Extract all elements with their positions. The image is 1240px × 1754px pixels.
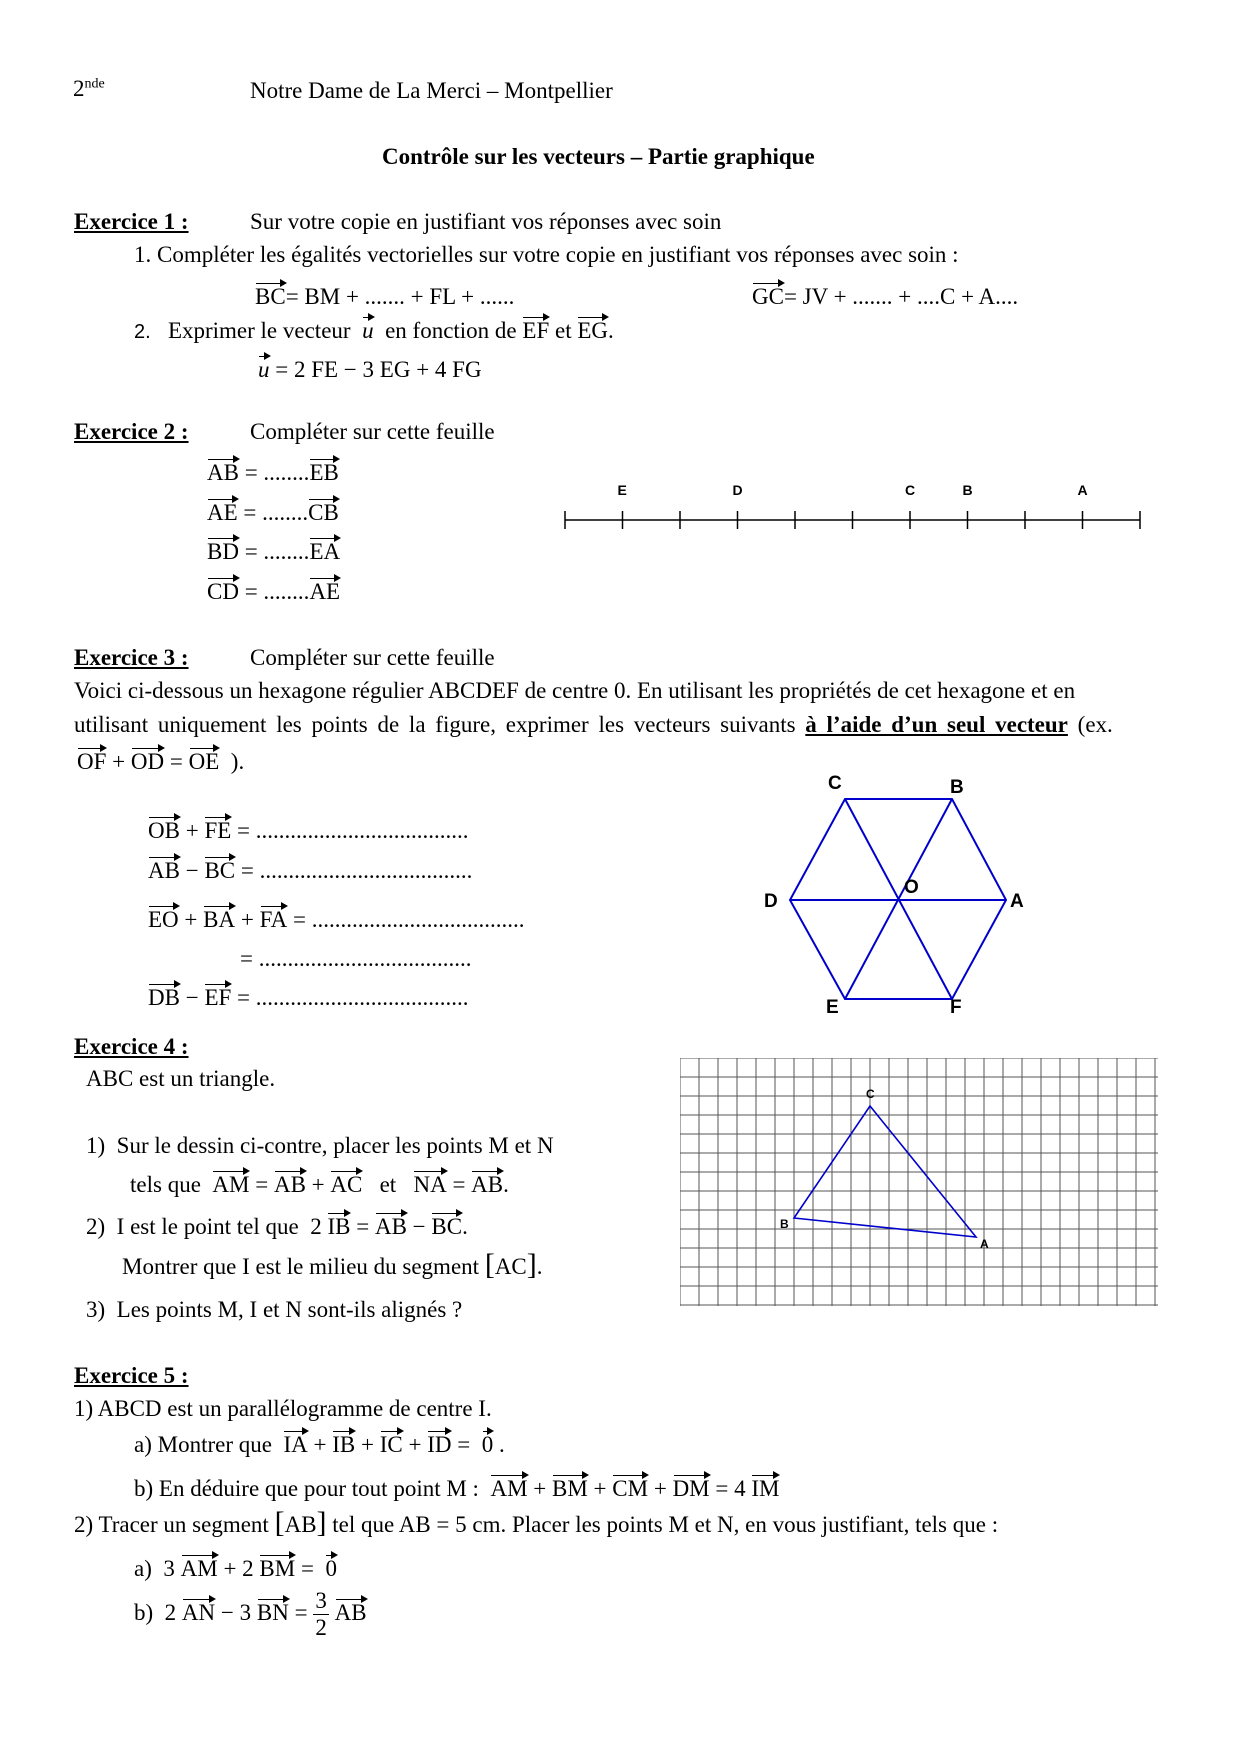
ex5-p1: 1) ABCD est un parallélogramme de centre I. bbox=[74, 1396, 492, 1421]
hex-label-a: A bbox=[1010, 891, 1024, 912]
ex3-text-1: Voici ci-dessous un hexagone régulier ABCDEF de centre 0. En utilisant les propriétés de cet hexagone et en bbox=[74, 678, 1076, 703]
hex-label-d: D bbox=[764, 891, 778, 912]
triangle-label-c: C bbox=[866, 1087, 875, 1101]
hex-label-c: C bbox=[828, 775, 842, 794]
ex2-row-4: CD = ........AE bbox=[207, 579, 341, 604]
ex1-q2: 2. Exprimer le vecteur u en fonction de EF et EG. bbox=[134, 318, 614, 343]
ex1-title: Exercice 1 : bbox=[74, 209, 189, 234]
ex2-row-3: BD = ........EA bbox=[207, 539, 341, 564]
ex3-expr-3: EO + BA + FA = ..................................... bbox=[148, 907, 525, 932]
triangle-label-b: B bbox=[780, 1217, 789, 1231]
number-line-label-d: D bbox=[732, 482, 743, 498]
ex5-qa: a) 3 AM + 2 BM = 0 bbox=[134, 1556, 337, 1581]
ex3-title: Exercice 3 : bbox=[74, 645, 189, 670]
ex2-row-2: AE = ........CB bbox=[207, 500, 339, 525]
ex5-p2: 2) Tracer un segment [AB] tel que AB = 5 cm. Placer les points M et N, en vous justifiant, tels que : bbox=[74, 1506, 999, 1539]
ex3-text-2: utilisant uniquement les points de la figure, exprimer les vecteurs suivants à l’aide d’un seul vecteur (ex. bbox=[74, 712, 1113, 737]
ex2-instruction: Compléter sur cette feuille bbox=[250, 419, 495, 444]
ex5-title: Exercice 5 : bbox=[74, 1363, 189, 1388]
ex3-instruction: Compléter sur cette feuille bbox=[250, 645, 495, 670]
grid bbox=[680, 1058, 1158, 1306]
ex5-b: b) En déduire que pour tout point M : AM + BM + CM + DM = 4 IM bbox=[134, 1476, 780, 1501]
ex1-eq1: BC= BM + ....... + FL + ...... bbox=[255, 284, 515, 309]
ex2-row-1: AB = ........EB bbox=[207, 460, 339, 485]
hex-label-f: F bbox=[950, 997, 962, 1015]
hex-label-e: E bbox=[826, 997, 839, 1015]
hex-label-b: B bbox=[950, 777, 964, 798]
ex1-u-expression: u = 2 FE − 3 EG + 4 FG bbox=[258, 357, 482, 382]
class-level: 2nde bbox=[73, 76, 105, 101]
number-line bbox=[565, 482, 1140, 529]
ex1-q1: 1. Compléter les égalités vectorielles sur votre copie en justifiant vos réponses avec soin : bbox=[134, 242, 959, 267]
ex4-q1b: tels que AM = AB + AC et NA = AB. bbox=[130, 1172, 509, 1197]
ex3-expr-3b: = ..................................... bbox=[240, 946, 472, 971]
hexagon-figure bbox=[760, 775, 1040, 1015]
ex3-example: OF + OD = OE ). bbox=[77, 749, 245, 774]
ex4-q3: 3) Les points M, I et N sont-ils alignés ? bbox=[86, 1297, 463, 1322]
number-line-label-a: A bbox=[1077, 482, 1088, 498]
fraction-three-halves: $\frac{3}{2}$ bbox=[315, 1588, 327, 1640]
school-name: Notre Dame de La Merci – Montpellier bbox=[250, 78, 613, 103]
ex1-eq2: GC= JV + ....... + ....C + A.... bbox=[752, 284, 1019, 309]
ex3-expr-4: DB − EF = ..................................... bbox=[148, 985, 469, 1010]
number-line-figure bbox=[550, 480, 1150, 540]
ex4-title: Exercice 4 : bbox=[74, 1034, 189, 1059]
ex5-a: a) Montrer que IA + IB + IC + ID = 0 . bbox=[134, 1432, 505, 1457]
ex5-qb: b) 2 AN − 3 BN = $\frac{3}{2}$ AB bbox=[134, 1588, 367, 1640]
number-line-label-b: B bbox=[962, 482, 973, 498]
ex3-expr-1: OB + FE = ..................................... bbox=[148, 818, 469, 843]
ex2-title: Exercice 2 : bbox=[74, 419, 189, 444]
ex4-line-1: ABC est un triangle. bbox=[86, 1066, 276, 1091]
hex-label-o: O bbox=[904, 877, 919, 898]
ex4-q2b: Montrer que I est le milieu du segment [AC]. bbox=[122, 1248, 543, 1281]
triangle-label-a: A bbox=[980, 1237, 989, 1251]
ex4-q1: 1) Sur le dessin ci-contre, placer les points M et N bbox=[86, 1133, 554, 1158]
number-line-label-c: C bbox=[905, 482, 916, 498]
ex4-q2: 2) I est le point tel que 2 IB = AB − BC. bbox=[86, 1214, 468, 1239]
grid-figure bbox=[680, 1058, 1160, 1308]
page-title: Contrôle sur les vecteurs – Partie graphique bbox=[382, 144, 815, 169]
ex3-expr-2: AB − BC = ..................................... bbox=[148, 858, 473, 883]
number-line-label-e: E bbox=[617, 482, 627, 498]
ex1-instruction: Sur votre copie en justifiant vos réponses avec soin bbox=[250, 209, 722, 234]
